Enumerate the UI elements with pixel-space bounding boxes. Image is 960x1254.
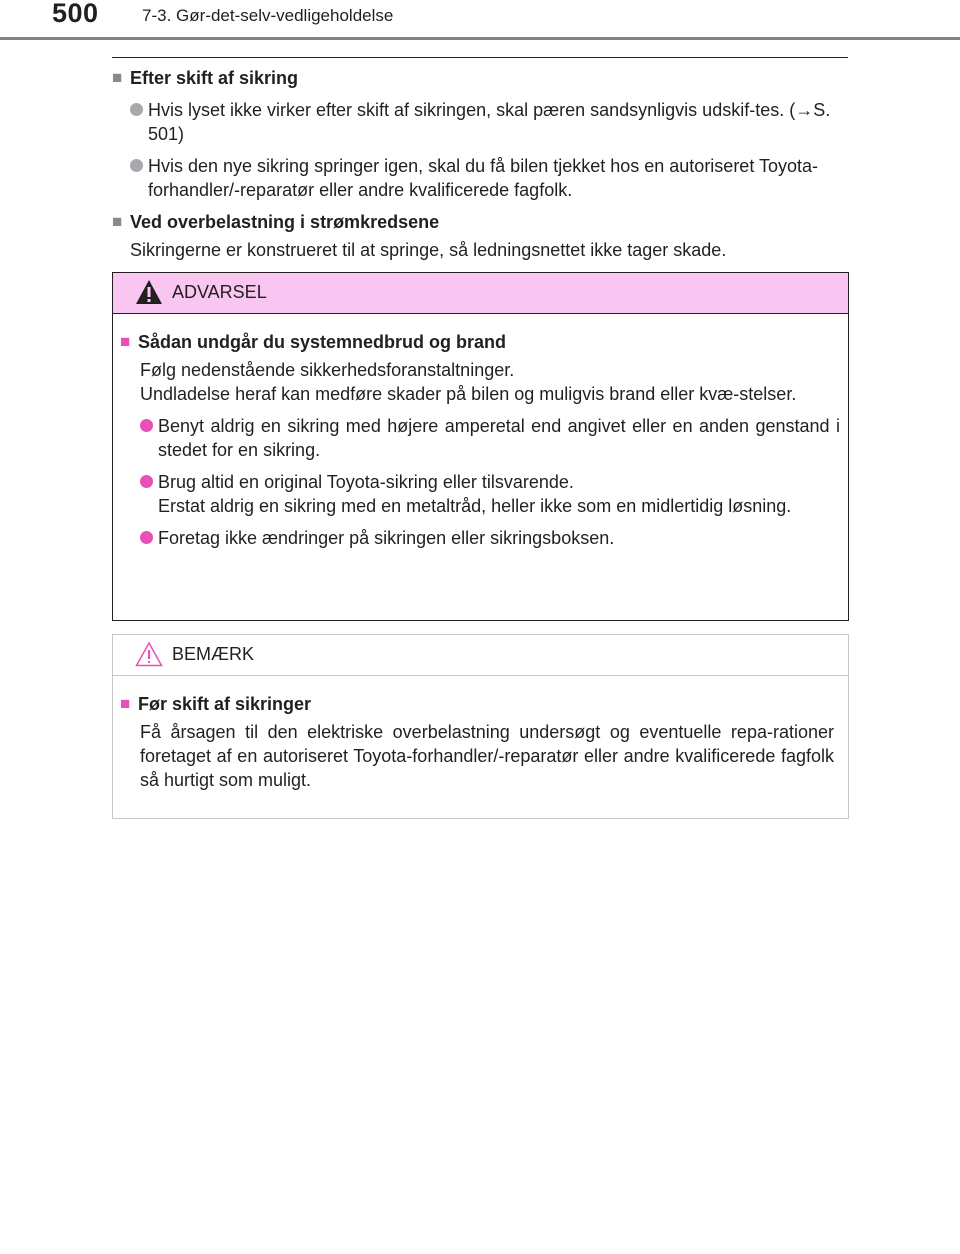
- list-item: [130, 154, 848, 202]
- round-bullet-icon: [140, 475, 153, 488]
- round-bullet-icon: [140, 419, 153, 432]
- round-bullet-icon: [130, 159, 143, 172]
- warning-box: [112, 272, 849, 621]
- notice-heading: [120, 692, 840, 716]
- section-heading: [112, 66, 848, 90]
- main-content: [112, 66, 848, 262]
- warning-triangle-icon: [135, 279, 163, 305]
- notice-label: BEMÆRK: [172, 644, 255, 664]
- notice-header: [113, 635, 848, 676]
- warning-header: [113, 273, 848, 314]
- section-text: Sikringerne er konstrueret til at springe, så ledningsnettet ikke tager skade.: [130, 240, 727, 260]
- list-item: [140, 414, 840, 462]
- list-item-text: Benyt aldrig en sikring med højere amperetal end angivet eller en anden genstand i stedet for en sikring.: [158, 416, 840, 460]
- list-item-text: [158, 470, 840, 518]
- list-item-line: Brug altid en original Toyota-sikring eller tilsvarende.: [158, 472, 574, 492]
- list-item-line: Erstat aldrig en sikring med en metaltråd, heller ikke som en midlertidig løsning.: [158, 496, 792, 516]
- header-divider: [0, 37, 960, 40]
- square-bullet-icon: ■: [120, 332, 131, 351]
- content-divider: [112, 57, 848, 58]
- warning-intro: Undladelse heraf kan medføre skader på bilen og muligvis brand eller kvæ-stelser.: [140, 384, 797, 404]
- heading-text: Sådan undgår du systemnedbrud og brand: [138, 332, 507, 352]
- warning-label: ADVARSEL: [172, 282, 267, 302]
- warning-intro: Følg nedenstående sikkerhedsforanstaltninger.: [140, 360, 515, 380]
- notice-box: [112, 634, 849, 819]
- chapter-title: 7-3. Gør-det-selv-vedligeholdelse: [142, 6, 394, 25]
- square-bullet-icon: ■: [112, 68, 123, 87]
- round-bullet-icon: [130, 103, 143, 116]
- heading-text: Ved overbelastning i strømkredsene: [130, 212, 440, 232]
- list-item: [130, 98, 848, 146]
- list-item: [140, 470, 840, 518]
- warning-heading: [120, 330, 840, 354]
- notice-triangle-icon: [135, 641, 163, 667]
- heading-text: Før skift af sikringer: [138, 694, 312, 714]
- list-item-text: Foretag ikke ændringer på sikringen eller sikringsboksen.: [158, 528, 615, 548]
- notice-text: Få årsagen til den elektriske overbelastning undersøgt og eventuelle repa-rationer foretaget af en autoriseret Toyota-forhandler/-reparatør eller andre kvalificerede fagfolk så hurtigt som muligt.: [140, 722, 834, 790]
- list-item-text: Hvis lyset ikke virker efter skift af sikringen, skal pæren sandsynligvis udskif-tes. (→S. 501): [148, 100, 831, 144]
- round-bullet-icon: [140, 531, 153, 544]
- heading-text: Efter skift af sikring: [130, 68, 299, 88]
- square-bullet-icon: ■: [120, 694, 131, 713]
- section-heading: [112, 210, 848, 234]
- square-bullet-icon: ■: [112, 212, 123, 231]
- page-number: 500: [52, 0, 99, 28]
- list-item-text: Hvis den nye sikring springer igen, skal du få bilen tjekket hos en autoriseret Toyota-forhandler/-reparatør eller andre kvalificerede fagfolk.: [148, 156, 819, 200]
- list-item: [140, 526, 840, 550]
